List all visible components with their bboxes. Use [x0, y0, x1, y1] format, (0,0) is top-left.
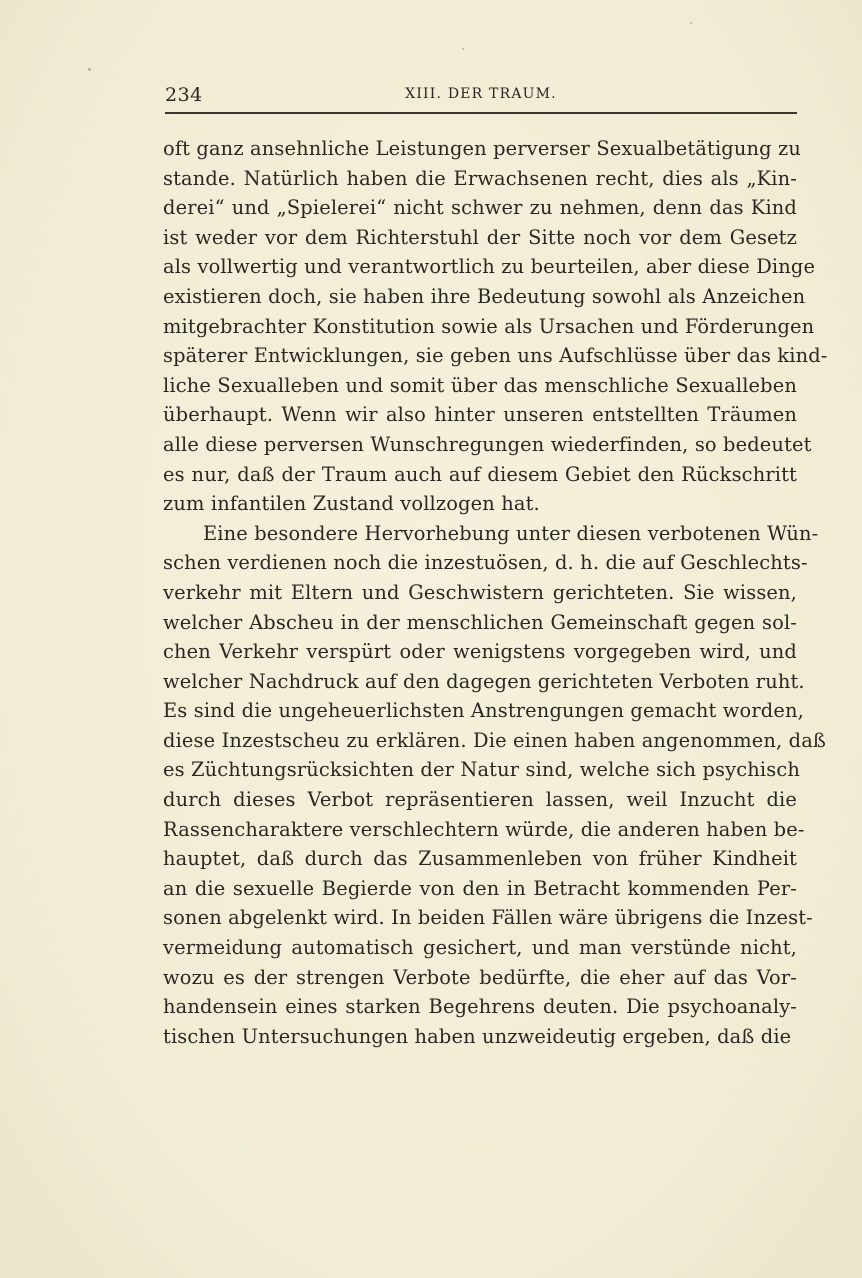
text-line: existieren doch, sie haben ihre Bedeutung sowohl als Anzeichen — [163, 284, 806, 308]
text-line: tischen Untersuchungen haben unzweideutig ergeben, daß die — [163, 1024, 792, 1048]
text-line: als vollwertig und verantwortlich zu beurteilen, aber diese Dinge — [163, 255, 816, 279]
text-line: schen verdienen noch die inzestuösen, d. h. die auf Geschlechts- — [163, 551, 808, 575]
text-line: verkehr mit Eltern und Geschwistern gerichteten. Sie wissen, — [163, 580, 797, 604]
text-line: liche Sexualleben und somit über das menschliche Sexualleben — [163, 373, 797, 397]
running-head: XIII. DER TRAUM. — [405, 86, 557, 102]
paper-speck — [690, 22, 692, 24]
text-line: alle diese perversen Wunschregungen wiederfinden, so bedeutet — [163, 432, 812, 456]
text-line: handensein eines starken Begehrens deuten. Die psychoanaly- — [163, 995, 797, 1019]
text-line: Rassencharaktere verschlechtern würde, die anderen haben be- — [163, 817, 805, 841]
text-line: Eine besondere Hervorhebung unter diesen verbotenen Wün- — [203, 521, 819, 545]
text-line: sonen abgelenkt wird. In beiden Fällen wäre übrigens die Inzest- — [163, 906, 813, 930]
text-line: stande. Natürlich haben die Erwachsenen recht, dies als „Kin- — [163, 166, 797, 190]
text-line: es Züchtungsrücksichten der Natur sind, welche sich psychisch — [163, 758, 801, 782]
text-line: durch dieses Verbot repräsentieren lassen, weil Inzucht die — [163, 788, 797, 812]
text-line: welcher Nachdruck auf den dagegen gerichteten Verboten ruht. — [163, 669, 805, 693]
text-line: späterer Entwicklungen, sie geben uns Aufschlüsse über das kind- — [163, 344, 828, 368]
page-header — [165, 80, 797, 114]
text-line: Es sind die ungeheuerlichsten Anstrengungen gemacht worden, — [163, 699, 804, 723]
text-line: mitgebrachter Konstitution sowie als Ursachen und Förderungen — [163, 314, 815, 338]
paper-speck — [462, 48, 464, 50]
paragraph — [163, 519, 827, 1052]
text-line: derei“ und „Spielerei“ nicht schwer zu nehmen, denn das Kind — [163, 196, 797, 220]
paper-speck — [88, 68, 91, 71]
body-text — [163, 134, 828, 1051]
text-line: diese Inzestscheu zu erklären. Die einen haben angenommen, daß — [163, 728, 827, 752]
text-line: wozu es der strengen Verbote bedürfte, die eher auf das Vor- — [163, 965, 797, 989]
text-line: ist weder vor dem Richterstuhl der Sitte noch vor dem Gesetz — [163, 225, 797, 249]
text-line: an die sexuelle Begierde von den in Betracht kommenden Per- — [163, 876, 797, 900]
text-line: welcher Abscheu in der menschlichen Gemeinschaft gegen sol- — [163, 610, 797, 634]
text-line: es nur, daß der Traum auch auf diesem Gebiet den Rückschritt — [163, 462, 797, 486]
text-line: vermeidung automatisch gesichert, und man verstünde nicht, — [163, 936, 797, 960]
page-number: 234 — [165, 84, 203, 106]
text-line: oft ganz ansehnliche Leistungen perverser Sexualbetätigung zu — [163, 137, 802, 160]
text-line: überhaupt. Wenn wir also hinter unseren entstellten Träumen — [163, 403, 797, 427]
text-line: hauptet, daß durch das Zusammenleben von früher Kindheit — [163, 847, 797, 871]
paragraph — [163, 134, 828, 519]
text-line: chen Verkehr verspürt oder wenigstens vorgegeben wird, und — [163, 640, 797, 664]
text-line: zum infantilen Zustand vollzogen hat. — [163, 492, 540, 516]
